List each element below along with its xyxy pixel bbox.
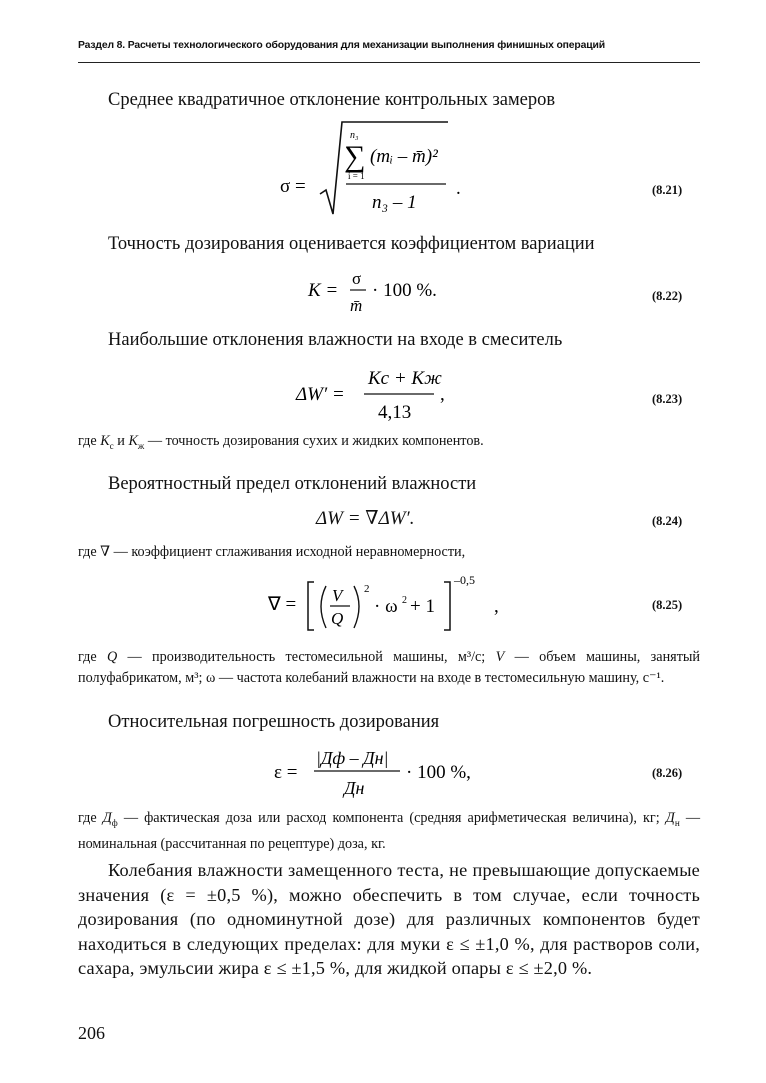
equation-number-8-23: (8.23) — [652, 392, 683, 406]
eq823-num: Kс + Kж — [368, 368, 442, 389]
eq821-lhs: σ = — [280, 176, 306, 197]
paragraph-std-dev: Среднее квадратичное отклонение контрольных замеров — [108, 90, 556, 110]
eq821-numerator: (mᵢ – m̄)² — [370, 146, 438, 167]
eq825-omega-square: 2 — [402, 595, 407, 606]
eq825-plus-one: + 1 — [410, 596, 435, 617]
eq825-v: V — [332, 586, 343, 605]
note-8-25: где Q — производительность тестомесильной машины, м³/с; V — объем машины, занятый полуфабрикатом, м³; ω — частота колебаний влажности на входе в тестомесильную машину, с⁻¹. — [78, 649, 701, 686]
eq825-lhs: ∇ = — [268, 594, 297, 615]
note-8-26: где $Д_ф$ — фактическая доза или расход компонента (средняя арифметическая величина), кг; $Д_н$ — номинальная (рассчитанная по рецептуре) доза, кг. — [78, 810, 701, 852]
left-paren — [321, 586, 326, 628]
equation-8-21 — [280, 116, 480, 222]
equation-number-8-24: (8.24) — [652, 514, 683, 528]
equation-8-25 — [268, 572, 508, 642]
eq826-lhs: ε = — [274, 762, 298, 783]
equation-8-24: ΔW = ∇ΔW′. — [316, 508, 415, 529]
paragraph-conclusion — [78, 858, 700, 981]
sum-symbol: ∑ — [344, 140, 366, 173]
note-8-23: где $K_с$ и $K_ж$ — точность дозирования сухих и жидких компонентов. — [78, 433, 484, 451]
eq821-tail: . — [456, 178, 461, 199]
paragraph-relative-error: Относительная погрешность дозирования — [108, 712, 440, 732]
eq822-den: m̄ — [350, 296, 363, 315]
eq825-square: 2 — [364, 583, 370, 595]
equation-number-8-22: (8.22) — [652, 289, 683, 303]
eq826-den: Дн — [344, 778, 365, 798]
eq825-tail: , — [494, 596, 499, 617]
eq825-exp: –0,5 — [454, 573, 475, 587]
paragraph-moisture-deviation: Наибольшие отклонения влажности на входе в смеситель — [108, 330, 563, 350]
eq821-denominator: n₃ – 1 — [372, 192, 417, 213]
header-rule — [78, 62, 700, 63]
equation-8-23 — [296, 364, 466, 432]
eq822-rhs: · 100 %. — [372, 280, 437, 301]
eq826-rhs: · 100 %, — [406, 762, 471, 783]
paragraph-variation: Точность дозирования оценивается коэффициентом вариации — [108, 234, 595, 254]
page-number: 206 — [78, 1023, 105, 1043]
eq825-q: Q — [331, 609, 344, 628]
eq823-den: 4,13 — [378, 402, 412, 423]
paragraph-conclusion-text: Колебания влажности замещенного теста, не превышающие допускаемые значения (ε = ±0,5 %), можно обеспечить в том случае, если точность дозирования (по одноминутной дозе) для различных компонентов будет находиться в следующих пределах: для муки ε ≤ ±1,0 %, для растворов соли, сахара, эмульсии жира ε ≤ ±1,5 %, для жидкой опары ε ≤ ±2,0 %. — [78, 860, 700, 978]
eq822-lhs: K = — [308, 280, 339, 301]
equation-number-8-25: (8.25) — [652, 598, 683, 612]
running-head: Раздел 8. Расчеты технологического оборудования для механизации выполнения финишных операций — [78, 40, 605, 51]
note-8-24: где ∇ — коэффициент сглаживания исходной неравномерности, — [78, 544, 466, 560]
eq823-tail: , — [440, 384, 445, 405]
eq823-lhs: ΔW′ = — [296, 384, 345, 405]
right-paren — [354, 586, 359, 628]
eq821-sum-bottom: i = 1 — [348, 171, 365, 181]
right-bracket — [444, 582, 450, 630]
equation-number-8-21: (8.21) — [652, 183, 683, 197]
equation-number-8-26: (8.26) — [652, 766, 683, 780]
equation-8-26 — [272, 744, 492, 810]
paragraph-probabilistic-limit: Вероятностный предел отклонений влажности — [108, 474, 477, 494]
eq825-omega: · ω — [374, 596, 398, 617]
left-bracket — [308, 582, 314, 630]
equation-8-22 — [306, 266, 456, 328]
eq826-num: |Дф – Дн| — [316, 748, 389, 768]
eq822-num: σ — [352, 269, 362, 288]
eq821-sum-top: n₃ — [350, 130, 359, 141]
